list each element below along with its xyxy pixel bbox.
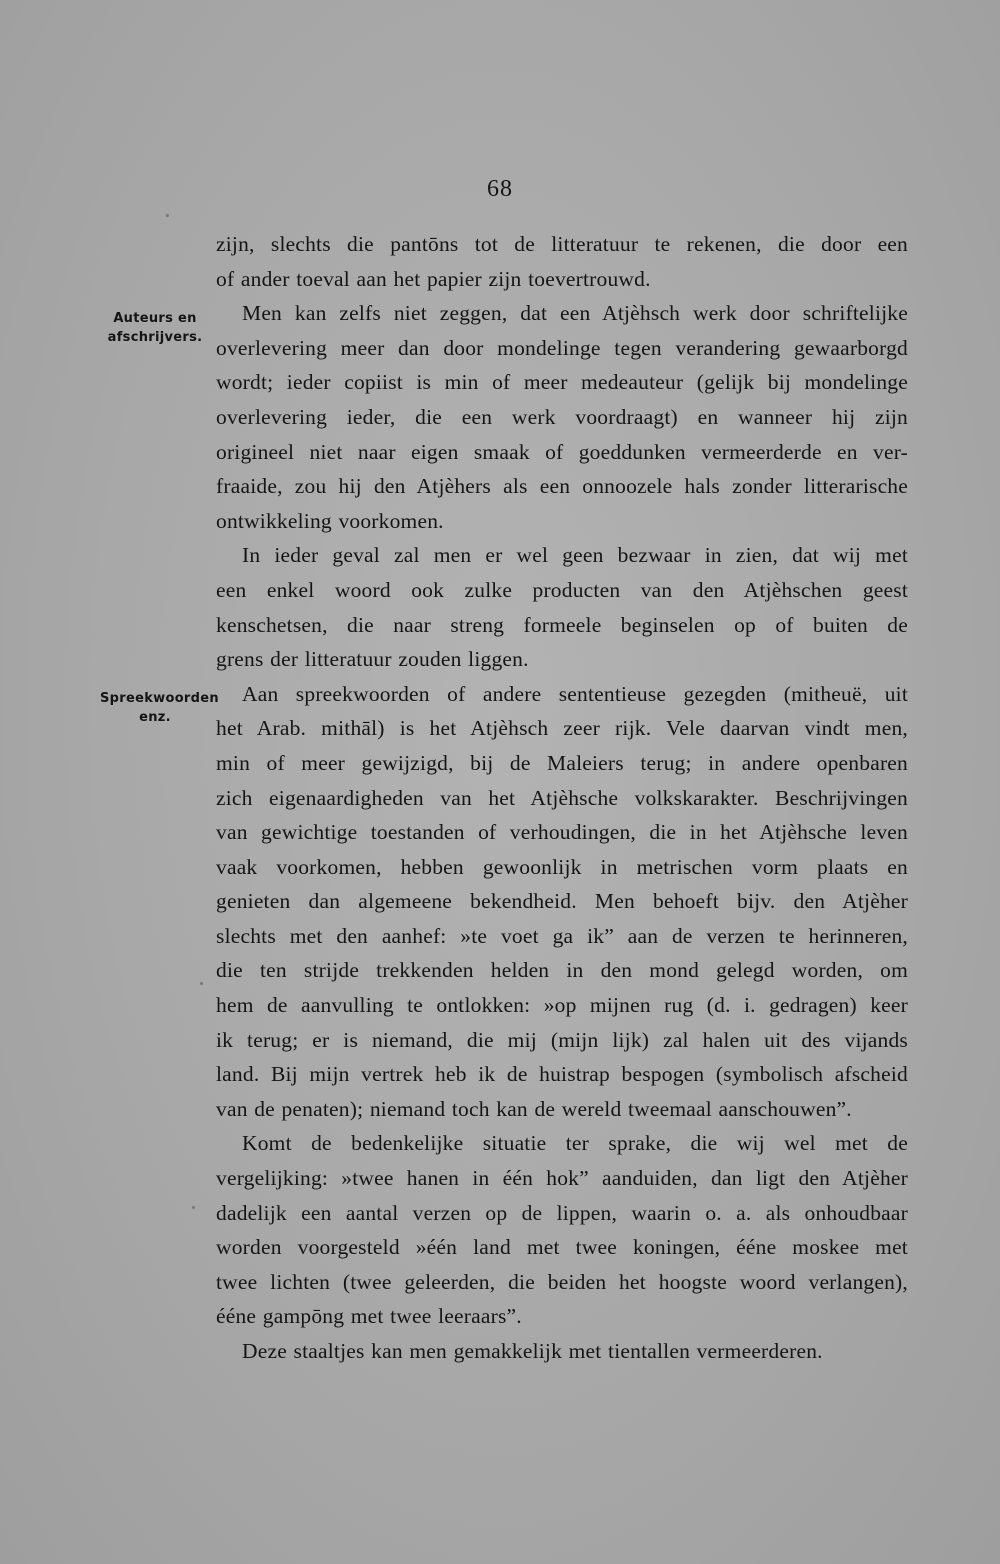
text-line: Aan spreekwoorden of andere sententieuse gezegden (mitheuë, uit xyxy=(242,681,908,706)
text-line: ontwikkeling voorkomen. xyxy=(216,508,444,533)
text-line: In ieder geval zal men er wel geen bezwaar in zien, dat wij met xyxy=(242,543,908,568)
body-text xyxy=(216,227,908,1369)
text-line: vaak voorkomen, hebben gewoonlijk in metrischen vorm plaats en xyxy=(216,854,908,879)
text-line: van de penaten); niemand toch kan de wereld tweemaal aanschouwen”. xyxy=(216,1096,852,1121)
text-line: Deze staaltjes kan men gemakkelijk met tientallen vermeerderen. xyxy=(242,1339,823,1363)
text-line: ééne gampōng met twee leeraars”. xyxy=(216,1304,522,1329)
margin-note-authors: Auteurs en afschrijvers. xyxy=(107,311,203,345)
text-line: zich eigenaardigheden van het Atjèhsche volkskarakter. Beschrijvingen xyxy=(216,785,908,810)
text-line: fraaide, zou hij den Atjèhers als een onnoozele hals zonder litterarische xyxy=(216,474,908,499)
paper-speck xyxy=(192,1206,195,1209)
text-line: slechts met den aanhef: »te voet ga ik” aan de verzen te herinneren, xyxy=(216,923,908,948)
text-line: een enkel woord ook zulke producten van den Atjèhschen geest xyxy=(216,577,908,602)
text-line: of ander toeval aan het papier zijn toevertrouwd. xyxy=(216,266,651,291)
text-line: hem de aanvulling te ontlokken: »op mijnen rug (d. i. gedragen) keer xyxy=(216,993,908,1018)
text-line: kenschetsen, die naar streng formeele beginselen op of buiten de xyxy=(216,612,908,637)
text-line: dadelijk een aantal verzen op de lippen, waarin o. a. als onhoudbaar xyxy=(216,1200,908,1225)
text-line: Komt de bedenkelijke situatie ter sprake, die wij wel met de xyxy=(242,1131,908,1156)
text-line: Men kan zelfs niet zeggen, dat een Atjèhsch werk door schriftelijke xyxy=(242,301,908,326)
page-number: 68 xyxy=(487,176,513,202)
text-line: ik terug; er is niemand, die mij (mijn lijk) zal halen uit des vijands xyxy=(216,1027,908,1052)
text-line: overlevering meer dan door mondelinge tegen verandering gewaarborgd xyxy=(216,335,908,360)
margin-note-proverbs: Spreekwoorden enz. xyxy=(100,691,219,725)
text-line: land. Bij mijn vertrek heb ik de huistrap bespogen (symbolisch afscheid xyxy=(216,1062,908,1087)
text-line: wordt; ieder copiist is min of meer medeauteur (gelijk bij mondelinge xyxy=(216,370,908,395)
text-line: van gewichtige toestanden of verhoudingen, die in het Atjèhsche leven xyxy=(216,820,908,845)
text-line: het Arab. mithāl) is het Atjèhsch zeer rijk. Vele daarvan vindt men, xyxy=(216,716,908,741)
text-line: min of meer gewijzigd, bij de Maleiers terug; in andere openbaren xyxy=(216,750,908,775)
paper-speck xyxy=(200,982,203,985)
text-line: zijn, slechts die pantōns tot de litteratuur te rekenen, die door een xyxy=(216,232,908,256)
text-line: origineel niet naar eigen smaak of goeddunken vermeerderde en ver- xyxy=(216,439,908,464)
text-line: twee lichten (twee geleerden, die beiden het hoogste woord verlangen), xyxy=(216,1269,908,1294)
paper-speck xyxy=(166,214,169,217)
text-line: overlevering ieder, die een werk voordraagt) en wanneer hij zijn xyxy=(216,404,908,429)
text-line: genieten dan algemeene bekendheid. Men behoeft bijv. den Atjèher xyxy=(216,889,908,914)
text-line: die ten strijde trekkenden helden in den mond gelegd worden, om xyxy=(216,958,908,983)
text-line: grens der litteratuur zouden liggen. xyxy=(216,647,529,672)
text-line: worden voorgesteld »één land met twee koningen, ééne moskee met xyxy=(216,1235,908,1260)
text-line: vergelijking: »twee hanen in één hok” aanduiden, dan ligt den Atjèher xyxy=(216,1166,908,1191)
